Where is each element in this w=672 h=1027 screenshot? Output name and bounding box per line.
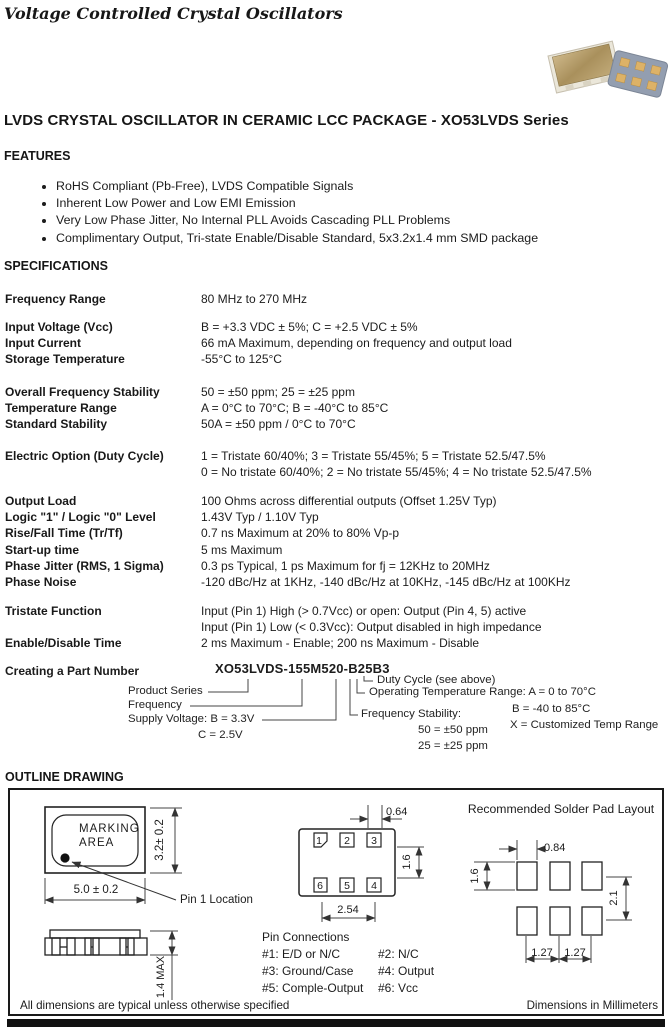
callout-freq-stability: Frequency Stability:	[361, 708, 462, 720]
part-number-heading: Creating a Part Number	[5, 664, 140, 678]
spec-value-line: Input (Pin 1) Low (< 0.3Vcc): Output disabled in high impedance	[201, 620, 542, 635]
marking-area-label-1: MARKING	[79, 823, 140, 835]
spec-value: 1.43V Typ / 1.10V Typ	[201, 510, 319, 525]
spec-label: Overall Frequency Stability	[5, 385, 160, 399]
dim-solder-pad-height: 1.6	[469, 868, 481, 884]
spec-row	[0, 509, 672, 525]
pin-number: 1	[316, 835, 322, 847]
callout-op-temp-b: B = -40 to 85°C	[512, 703, 591, 715]
chip-bottom-view-photo	[607, 50, 668, 98]
dim-pad-width: 0.64	[386, 806, 408, 818]
spec-label: Output Load	[5, 494, 77, 508]
spec-label: Tristate Function	[5, 604, 102, 618]
spec-row	[0, 603, 672, 635]
pin-connection-4: #4: Output	[378, 964, 435, 978]
spec-label: Electric Option (Duty Cycle)	[5, 449, 164, 463]
pin-number: 5	[344, 880, 350, 892]
spec-row	[0, 525, 672, 541]
spec-label: Phase Jitter (RMS, 1 Sigma)	[5, 558, 164, 573]
pin-connection-3: #3: Ground/Case	[262, 964, 354, 978]
spec-value: 50 = ±50 ppm; 25 = ±25 ppm	[201, 385, 355, 399]
footnote-millimeters: Dimensions in Millimeters	[526, 999, 658, 1012]
dim-pad-pitch: 2.54	[337, 904, 359, 916]
spec-row	[0, 384, 672, 400]
dim-pad-row-gap: 1.6	[401, 854, 413, 870]
feature-item: • Very Low Phase Jitter, No Internal PLL Avoids Cascading PLL Problems	[56, 212, 656, 229]
dim-solder-pitch-right: 1.27	[564, 947, 586, 959]
feature-item: • RoHS Compliant (Pb-Free), LVDS Compatible Signals	[56, 178, 656, 195]
spec-value	[201, 448, 592, 480]
spec-value	[201, 603, 542, 635]
pin-number: 4	[371, 880, 377, 892]
spec-group	[0, 603, 672, 652]
spec-value: 2 ms Maximum - Enable; 200 ns Maximum - Disable	[201, 636, 480, 651]
spec-value: 80 MHz to 270 MHz	[201, 292, 308, 306]
spec-label: Storage Temperature	[5, 352, 125, 367]
spec-group	[0, 384, 672, 433]
pin-view-drawing	[299, 829, 395, 896]
series-heading: LVDS CRYSTAL OSCILLATOR IN CERAMIC LCC PACKAGE - XO53LVDS Series	[4, 112, 569, 129]
pin-number: 2	[344, 835, 350, 847]
dim-solder-pitch-left: 1.27	[531, 947, 553, 959]
spec-label: Standard Stability	[5, 417, 108, 432]
spec-value: 5 ms Maximum	[201, 542, 283, 557]
side-view-drawing	[45, 930, 147, 955]
footnote-dimensions-typical: All dimensions are typical unless otherwise specified	[20, 999, 290, 1012]
callout-product-series: Product Series	[128, 685, 203, 697]
spec-label: Input Voltage (Vcc)	[5, 320, 113, 334]
spec-value: 100 Ohms across differential outputs (Offset 1.25V Typ)	[201, 494, 497, 508]
spec-value: 66 mA Maximum, depending on frequency and output load	[201, 336, 512, 351]
pin-number: 6	[317, 880, 323, 892]
pin-connection-6: #6: Vcc	[378, 981, 419, 995]
spec-label: Logic "1" / Logic "0" Level	[5, 510, 156, 525]
dim-body-height: 3.2± 0.2	[154, 819, 166, 861]
spec-value: 0.7 ns Maximum at 20% to 80% Vp-p	[201, 526, 400, 541]
feature-item: • Inherent Low Power and Low EMI Emission	[56, 195, 656, 212]
spec-value-line: 1 = Tristate 60/40%; 3 = Tristate 55/45%; 5 = Tristate 52.5/47.5%	[201, 449, 546, 463]
spec-row	[0, 319, 672, 335]
top-view-drawing	[45, 807, 145, 873]
pin-connection-2: #2: N/C	[378, 947, 419, 961]
part-number-value: XO53LVDS-155M520-B25B3	[215, 661, 390, 676]
dim-body-width: 5.0 ± 0.2	[73, 884, 119, 896]
part-number-diagram	[0, 658, 672, 768]
spec-label: Frequency Range	[5, 292, 106, 306]
spec-row	[0, 542, 672, 558]
pin-connection-1: #1: E/D or N/C	[262, 947, 341, 961]
callout-supply-voltage: Supply Voltage: B = 3.3V	[128, 713, 255, 725]
callout-op-temp-x: X = Customized Temp Range	[510, 719, 659, 731]
spec-group	[0, 291, 672, 307]
spec-group	[0, 448, 672, 480]
dim-side-height: 1.4 MAX	[155, 955, 167, 999]
solder-pad-width-dim	[499, 840, 543, 860]
spec-value: -120 dBc/Hz at 1KHz, -140 dBc/Hz at 10KHz, -145 dBc/Hz at 100KHz	[201, 575, 571, 590]
pin-number: 3	[371, 835, 377, 847]
feature-item: • Complimentary Output, Tri-state Enable/Disable Standard, 5x3.2x1.4 mm SMD package	[56, 230, 656, 247]
dim-solder-pad-width: 0.84	[544, 842, 566, 854]
specifications-heading: SPECIFICATIONS	[4, 259, 108, 273]
spec-group	[0, 319, 672, 368]
spec-row	[0, 351, 672, 367]
callout-freq-stability-25: 25 = ±25 ppm	[418, 740, 488, 752]
spec-value: A = 0°C to 70°C; B = -40°C to 85°C	[201, 401, 389, 416]
callout-freq-stability-50: 50 = ±50 ppm	[418, 724, 488, 736]
spec-row	[0, 416, 672, 432]
spec-label: Start-up time	[5, 542, 80, 557]
features-heading: FEATURES	[4, 149, 71, 163]
callout-frequency: Frequency	[128, 699, 182, 711]
spec-value: -55°C to 125°C	[201, 352, 282, 367]
pin1-dot	[60, 853, 69, 862]
page-title: Voltage Controlled Crystal Oscillators	[4, 4, 343, 23]
marking-area-label-2: AREA	[79, 837, 115, 849]
spec-row	[0, 558, 672, 574]
spec-label: Input Current	[5, 336, 81, 351]
spec-label: Rise/Fall Time (Tr/Tf)	[5, 526, 123, 541]
pin-connection-5: #5: Comple-Output	[262, 981, 364, 995]
spec-value: 0.3 ps Typical, 1 ps Maximum for fj = 12KHz to 20MHz	[201, 558, 490, 573]
features-list	[38, 178, 656, 247]
spec-row	[0, 493, 672, 509]
dim-solder-row-gap: 2.1	[608, 890, 620, 906]
footer-rule	[7, 1019, 665, 1027]
spec-value-line: Input (Pin 1) High (> 0.7Vcc) or open: Output (Pin 4, 5) active	[201, 604, 527, 618]
callout-op-temp: Operating Temperature Range: A = 0 to 70°C	[369, 686, 596, 698]
product-photos	[540, 40, 672, 106]
outline-heading: OUTLINE DRAWING	[5, 770, 124, 784]
spec-row	[0, 448, 672, 480]
spec-value: B = +3.3 VDC ± 5%; C = +2.5 VDC ± 5%	[201, 320, 418, 334]
spec-value: 50A = ±50 ppm / 0°C to 70°C	[201, 417, 356, 432]
pin1-location-label: Pin 1 Location	[180, 894, 253, 906]
solder-layout-title: Recommended Solder Pad Layout	[467, 802, 655, 816]
spec-label: Enable/Disable Time	[5, 636, 122, 651]
callout-duty-cycle: Duty Cycle (see above)	[377, 674, 496, 686]
spec-group	[0, 493, 672, 590]
spec-row	[0, 335, 672, 351]
spec-row	[0, 635, 672, 651]
spec-value-line: 0 = No tristate 60/40%; 2 = No tristate 55/45%; 4 = No tristate 52.5/47.5%	[201, 465, 592, 480]
pin-connections-heading: Pin Connections	[262, 930, 350, 944]
solder-pads	[517, 862, 602, 935]
spec-row	[0, 574, 672, 590]
spec-label: Temperature Range	[5, 401, 117, 416]
spec-row	[0, 291, 672, 307]
callout-supply-voltage-c: C = 2.5V	[198, 729, 243, 741]
spec-row	[0, 400, 672, 416]
spec-label: Phase Noise	[5, 575, 77, 590]
